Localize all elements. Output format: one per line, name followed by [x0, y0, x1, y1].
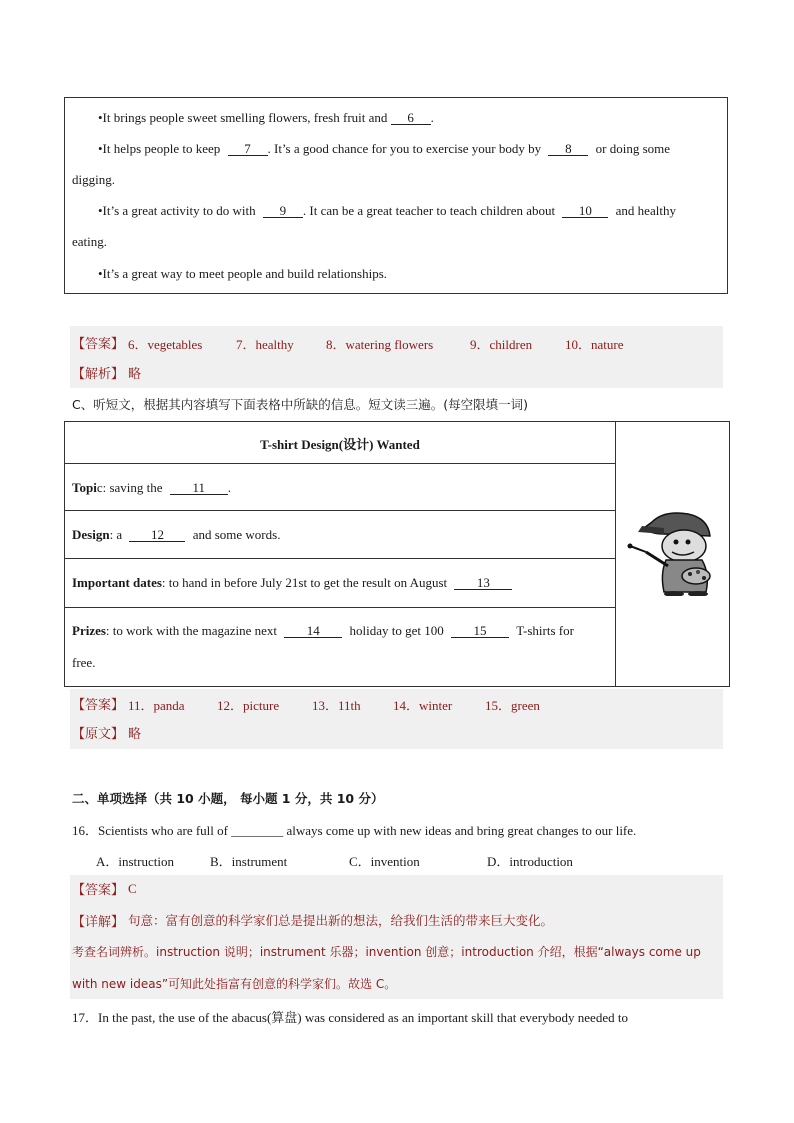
answer-label: 【答案】 [72, 337, 125, 352]
blank-13: 13 [454, 576, 512, 590]
answer-item: 9．children [470, 337, 533, 352]
option-b[interactable]: B．instrument [210, 854, 288, 869]
blank-12: 12 [129, 528, 185, 542]
analysis-label: 【解析】 [72, 367, 125, 382]
detail-label: 【详解】 [72, 915, 125, 930]
dates-text: Important dates: to hand in before July 21st to get the result on August 13 [72, 575, 512, 591]
passage-line-2b: digging. [72, 172, 115, 187]
answer-label: 【答案】 [72, 698, 125, 713]
answer-item: 6．vegetables [128, 337, 203, 352]
answer-item: 7．healthy [236, 337, 294, 352]
blank-11: 11 [170, 481, 228, 495]
section-2-heading: 二、单项选择（共 10 小题， 每小题 1 分，共 10 分） [72, 791, 384, 806]
table-title: T-shirt Design(设计) Wanted [260, 437, 420, 452]
prizes-text: Prizes: to work with the magazine next 14 holiday to get 100 15 T-shirts for [72, 623, 574, 638]
answer-item: 10．nature [565, 337, 624, 352]
option-a[interactable]: A．instruction [96, 854, 174, 869]
passage-line-1: •It brings people sweet smelling flowers, fresh fruit and 6 . [98, 110, 434, 125]
topic-text: Topic: saving the 11 . [72, 480, 232, 495]
answer-label: 【答案】 [72, 883, 125, 898]
blank-6: 6 [391, 111, 431, 125]
analysis-text: 略 [128, 367, 142, 382]
blank-15: 15 [451, 624, 509, 638]
blank-9: 9 [263, 204, 303, 218]
passage-line-3: •It’s a great activity to do with 9 . It can be a great teacher to teach children about 10 and healthy [98, 203, 676, 218]
answer-item: 11．panda [128, 698, 185, 713]
prizes-text-line2: free. [72, 655, 96, 670]
answer-item: 8．watering flowers [326, 337, 434, 352]
passage-line-3b: eating. [72, 234, 108, 249]
answer-item: 12．picture [217, 698, 280, 713]
original-text: 略 [128, 727, 142, 742]
answer-item: 14．winter [393, 698, 453, 713]
detail-text-line2: 考查名词辨析。instruction 说明；instrument 乐器；invention 创意；introduction 介绍，根据“always come up [72, 945, 701, 959]
question-17-stem: 17．In the past, the use of the abacus(算盘) was considered as an important skill that everybody needed to [72, 1010, 628, 1025]
blank-8: 8 [548, 142, 588, 156]
blank-14: 14 [284, 624, 342, 638]
table-row-prizes [64, 607, 616, 687]
answer-item: 15．green [485, 698, 540, 713]
section-c-instruction: C、听短文，根据其内容填写下面表格中所缺的信息。短文读三遍。(每空限填一词) [72, 397, 528, 412]
passage-line-2: •It helps people to keep 7 . It’s a good chance for you to exercise your body by 8 or doing some [98, 141, 671, 156]
detail-text: 句意：富有创意的科学家们总是提出新的想法，给我们生活的带来巨大变化。 [128, 913, 554, 928]
answer-item: 13．11th [312, 698, 361, 713]
passage-box [64, 97, 728, 294]
blank-10: 10 [562, 204, 608, 218]
blank-7: 7 [228, 142, 268, 156]
option-d[interactable]: D．introduction [487, 854, 573, 869]
answer-value: C [128, 881, 137, 896]
option-c[interactable]: C．invention [349, 854, 420, 869]
detail-text-line3: with new ideas”可知此处指富有创意的科学家们。故选 C。 [72, 977, 397, 991]
cartoon-boy-painter-icon [624, 508, 720, 596]
design-text: Design: a 12 and some words. [72, 527, 281, 542]
question-16-stem: 16．Scientists who are full of ________ always come up with new ideas and bring great changes to our life. [72, 823, 637, 838]
passage-line-4: •It’s a great way to meet people and build relationships. [98, 266, 388, 281]
original-label: 【原文】 [72, 727, 125, 742]
